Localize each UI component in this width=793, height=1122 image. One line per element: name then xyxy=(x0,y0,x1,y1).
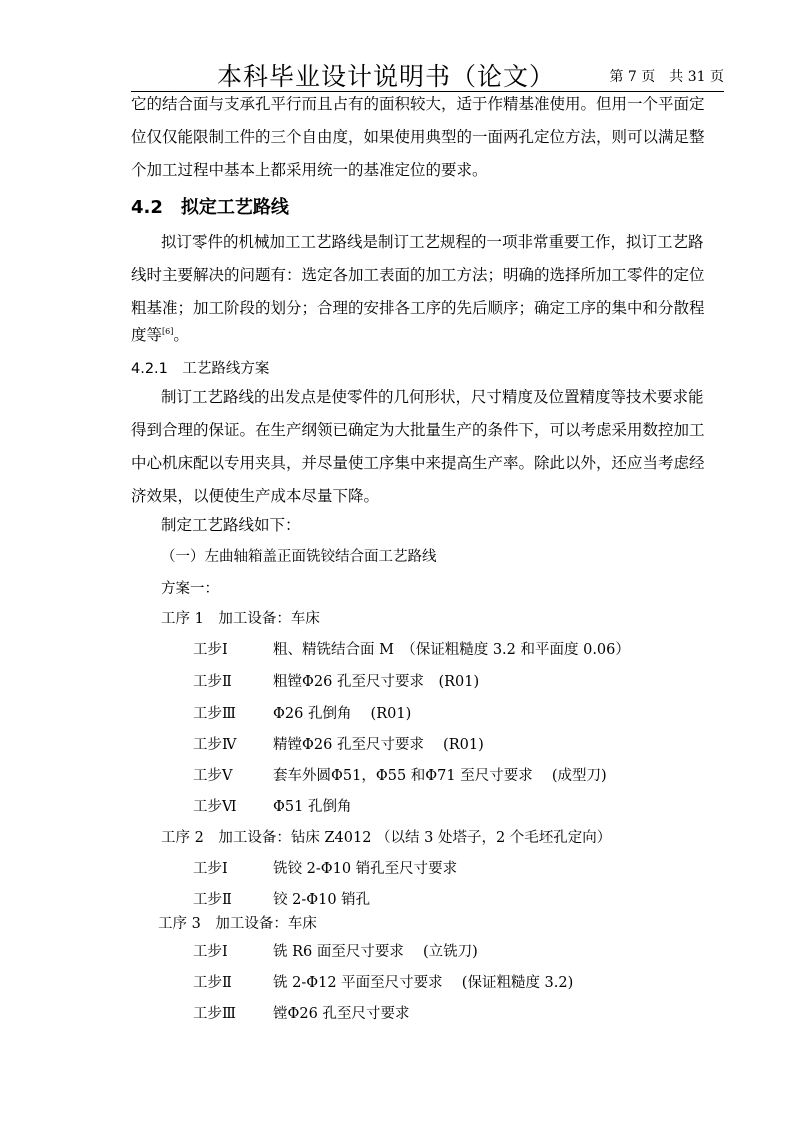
process-1-step-5-desc: 套车外圆Φ51，Φ55 和Φ71 至尺寸要求 (成型刀) xyxy=(273,768,607,784)
para1-line-3: 粗基准；加工阶段的划分；合理的安排各工序的先后顺序；确定工序的集中和分散程 xyxy=(131,299,705,317)
process-2-step-1-name: 工步Ⅰ xyxy=(193,861,228,877)
process-1-step-4-name: 工步Ⅳ xyxy=(193,737,237,753)
page-header xyxy=(131,57,724,92)
intro-line-3: 个加工过程中基本上都采用统一的基准定位的要求。 xyxy=(131,161,488,179)
para2-line-2: 得到合理的保证。在生产纲领已确定为大批量生产的条件下，可以考虑采用数控加工 xyxy=(131,421,705,439)
intro-line-1: 它的结合面与支承孔平行而且占有的面积较大，适于作精基准使用。但用一个平面定 xyxy=(131,95,705,113)
process-3-step-3-name: 工步Ⅲ xyxy=(193,1006,236,1022)
process-1-label: 工序 1 加工设备：车床 xyxy=(161,611,320,627)
intro-line-2: 位仅仅能限制工件的三个自由度，如果使用典型的一面两孔定位方法，则可以满足整 xyxy=(131,128,705,146)
section-heading: 4.2 拟定工艺路线 xyxy=(131,197,289,218)
process-2-step-2-desc: 铰 2-Φ10 销孔 xyxy=(273,892,371,908)
page-number: 第 7 页 共 31 页 xyxy=(609,69,724,85)
process-3-label: 工序 3 加工设备：车床 xyxy=(158,916,317,932)
process-1-step-5-name: 工步Ⅴ xyxy=(193,768,233,784)
process-1-step-3-desc: Φ26 孔倒角 (R01) xyxy=(273,706,412,722)
process-1-step-6-desc: Φ51 孔倒角 xyxy=(273,799,352,815)
process-3-step-1-name: 工步Ⅰ xyxy=(193,944,228,960)
para2-line-4: 济效果，以便使生产成本尽量下降。 xyxy=(131,487,380,505)
process-1-step-2-desc: 粗镗Φ26 孔至尺寸要求 (R01) xyxy=(273,674,480,690)
process-2-step-1-desc: 铣铰 2-Φ10 销孔至尺寸要求 xyxy=(273,861,458,877)
para2-line-3: 中心机床配以专用夹具，并尽量使工序集中来提高生产率。除此以外，还应当考虑经 xyxy=(131,454,705,472)
citation-ref: [6] xyxy=(162,327,174,336)
para1-line-2: 线时主要解决的问题有：选定各加工表面的加工方法；明确的选择所加工零件的定位 xyxy=(131,266,705,284)
para1-line-4-end: 。 xyxy=(173,326,189,345)
process-1-step-2-name: 工步Ⅱ xyxy=(193,674,232,690)
process-3-step-2-desc: 铣 2-Φ12 平面至尺寸要求 (保证粗糙度 3.2) xyxy=(273,975,574,991)
subsection-heading: 4.2.1 工艺路线方案 xyxy=(131,361,270,377)
para1-line-4-text: 度等 xyxy=(131,326,163,345)
para1-line-1: 拟订零件的机械加工工艺路线是制订工艺规程的一项非常重要工作，拟订工艺路 xyxy=(161,233,704,251)
document-title: 本科毕业设计说明书（论文） xyxy=(217,62,556,91)
process-3-step-1-desc: 铣 R6 面至尺寸要求 (立铣刀) xyxy=(273,944,478,960)
route-title: （一）左曲轴箱盖正面铣铰结合面工艺路线 xyxy=(161,549,437,565)
process-3-step-3-desc: 镗Φ26 孔至尺寸要求 xyxy=(273,1006,410,1022)
para2-line-1: 制订工艺路线的出发点是使零件的几何形状，尺寸精度及位置精度等技术要求能 xyxy=(161,388,704,406)
plan-label: 方案一： xyxy=(161,581,219,597)
process-1-step-1-name: 工步Ⅰ xyxy=(193,642,228,658)
process-1-step-6-name: 工步Ⅵ xyxy=(193,799,237,815)
para1-line-4 xyxy=(131,315,724,352)
process-1-step-3-name: 工步Ⅲ xyxy=(193,706,236,722)
process-2-step-2-name: 工步Ⅱ xyxy=(193,892,232,908)
process-1-step-4-desc: 精镗Φ26 孔至尺寸要求 (R01) xyxy=(273,737,484,753)
process-2-label: 工序 2 加工设备：钻床 Z4012 （以结 3 处塔子，2 个毛坯孔定向） xyxy=(161,830,612,846)
process-1-step-1-desc: 粗、精铣结合面 M （保证粗糙度 3.2 和平面度 0.06） xyxy=(273,642,630,658)
process-3-step-2-name: 工步Ⅱ xyxy=(193,975,232,991)
route-intro: 制定工艺路线如下： xyxy=(161,516,301,534)
